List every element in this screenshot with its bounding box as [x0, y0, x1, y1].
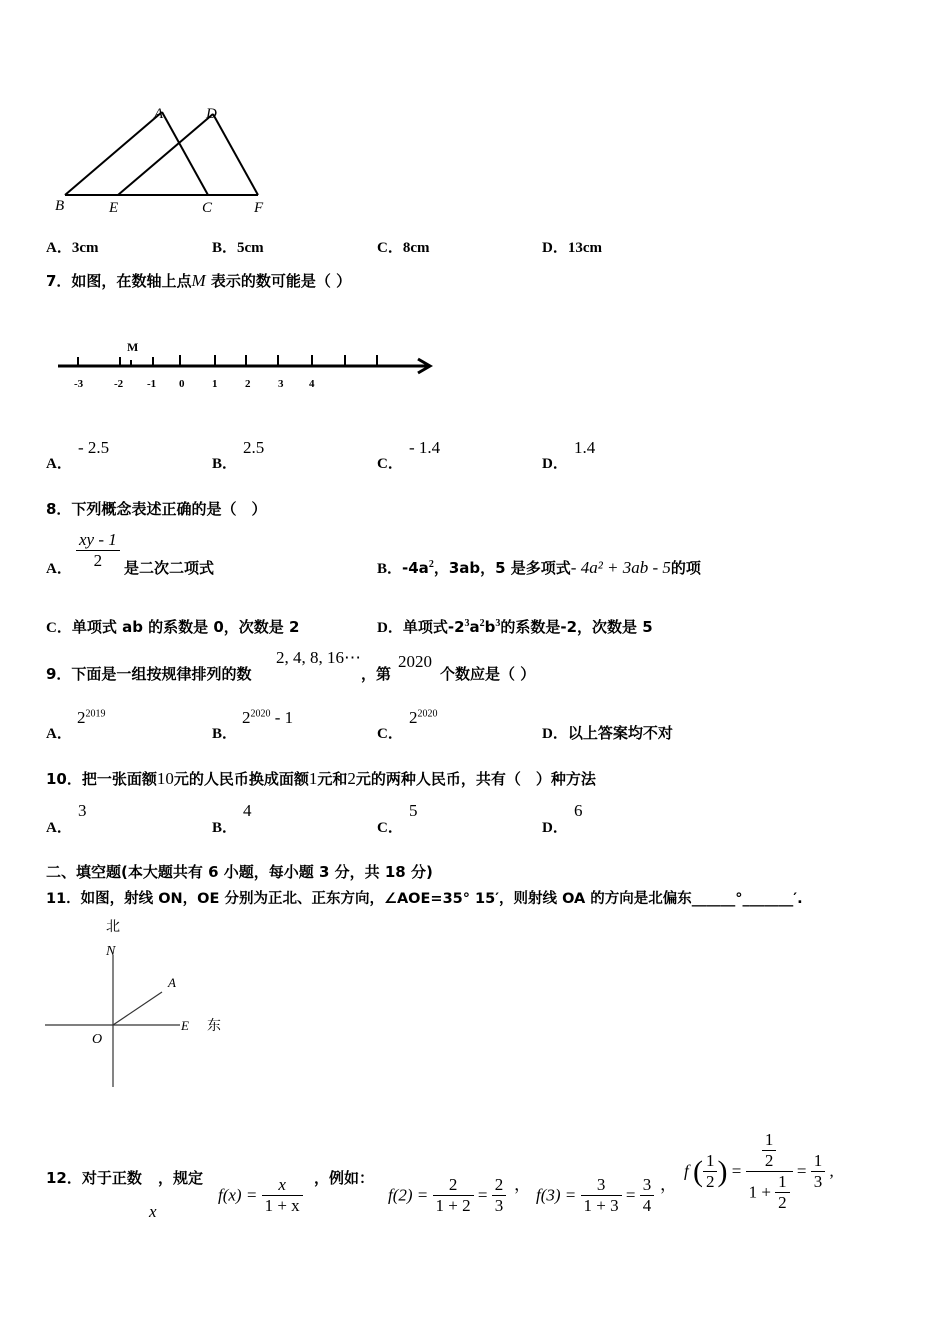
q6-option-d[interactable]: D．13cm [542, 240, 602, 256]
triangles-figure [50, 100, 280, 220]
q9-option-a-value: $2^{2019}$ [77, 708, 106, 727]
q8-option-b[interactable]: B．$-4a^2$，3ab，5 是多项式- 4a² + 3ab - 5的项 [377, 558, 701, 577]
q10-option-d-value: 6 [574, 801, 583, 820]
q9-option-c-letter[interactable]: C． [377, 726, 403, 742]
q8-option-a-fraction: $\frac{xy - 1}{2}$ [76, 530, 120, 571]
q9-n: 2020 [398, 652, 432, 671]
q7-option-b-value: 2.5 [243, 438, 265, 457]
q6-option-b[interactable]: B．5cm [212, 240, 264, 256]
label-a: A [168, 975, 176, 990]
point-m-label: M [127, 340, 139, 354]
tick-label: 2 [245, 378, 251, 390]
label-o: O [92, 1032, 103, 1047]
q9-sequence: 2, 4, 8, 16⋯ [276, 648, 361, 667]
q7-option-d-letter[interactable]: D． [542, 456, 568, 472]
q12-comma-1: ， [514, 1175, 531, 1194]
q11-stem: 11．如图，射线 ON，OE 分别为正北、正东方向，∠AOE=35° 15′，则射线 OA 的方向是北偏东______°_______′. [46, 891, 803, 907]
label-c: C [202, 200, 213, 216]
north-char: 北 [106, 920, 120, 935]
q12-example-2: f(3) = $\frac{3}{1 + 3}$ = $\frac{3}{4}$ [536, 1175, 654, 1216]
q9-option-d[interactable]: D．以上答案均不对 [542, 724, 673, 742]
q7-option-c-letter[interactable]: C． [377, 456, 403, 472]
q10-option-c-letter[interactable]: C． [377, 820, 403, 836]
q10-option-a-letter[interactable]: A． [46, 820, 72, 836]
compass-figure [40, 915, 240, 1095]
q6-option-a[interactable]: A．3cm [46, 240, 99, 256]
q9-option-c-value: $2^{2020}$ [409, 708, 438, 727]
q12-example-1: f(2) = $\frac{2}{1 + 2}$ = $\frac{2}{3}$ [388, 1175, 506, 1216]
label-e: E [109, 200, 119, 216]
q7-option-a-value: - 2.5 [78, 438, 110, 457]
tick-label: 0 [179, 378, 185, 390]
label-e: E [181, 1018, 189, 1033]
tick-label: -3 [74, 378, 84, 390]
q12-example-3: f ( $\frac{1}{2}$ ) = $\frac{1}{2}$ 1 + $\frac{1}{2}$ = $\frac{1}{3}$ , [684, 1130, 834, 1212]
label-d: D [206, 106, 217, 122]
q12-definition: f(x) = $\frac{x}{1 + x}$ [218, 1175, 303, 1216]
q12-var-x: x [149, 1202, 157, 1221]
tick-label: -2 [114, 378, 124, 390]
q9-option-b-value: $2^{2020} - 1$ [242, 708, 294, 727]
q10-option-b-value: 4 [243, 801, 252, 820]
q10-stem: 10．把一张面额10元的人民币换成面额1元和2元的两种人民币，共有（ ）种方法 [46, 769, 596, 788]
q12-stem-a: 12．对于正数 [46, 1169, 142, 1187]
tick-label: -1 [147, 378, 157, 390]
q9-stem-a: 9．下面是一组按规律排列的数 [46, 665, 252, 683]
q8-option-c[interactable]: C．单项式 ab 的系数是 0，次数是 2 [46, 618, 300, 636]
q10-option-c-value: 5 [409, 801, 418, 820]
q7-option-c-value: - 1.4 [409, 438, 441, 457]
q7-option-d-value: 1.4 [574, 438, 596, 457]
tick-label: 1 [212, 378, 218, 390]
q8-option-a[interactable]: A． [46, 561, 72, 577]
q7-option-a-letter[interactable]: A． [46, 456, 72, 472]
q12-comma-2: ， [660, 1175, 677, 1194]
q8-stem: 8．下列概念表述正确的是（ ） [46, 500, 267, 518]
q9-stem-c: 个数应是（ ） [440, 665, 536, 683]
label-f: F [254, 200, 264, 216]
tick-label: 4 [309, 378, 315, 390]
q12-stem-b: ，规定 [158, 1169, 204, 1187]
q8-option-a-text: 是二次二项式 [124, 559, 215, 577]
q9-option-a-letter[interactable]: A． [46, 726, 72, 742]
section-title: 二、填空题(本大题共有 6 小题，每小题 3 分，共 18 分) [46, 863, 433, 881]
q10-option-d-letter[interactable]: D． [542, 820, 568, 836]
tick-label: 3 [278, 378, 284, 390]
q12-sep: ，例如： [314, 1169, 375, 1187]
label-b: B [55, 198, 65, 214]
q9-stem-b: ，第 [361, 665, 392, 683]
q8-option-d[interactable]: D．单项式$-2^3a^2b^3$的系数是-2，次数是 5 [377, 618, 653, 636]
label-a: A [154, 106, 164, 122]
number-line [50, 335, 440, 395]
q7-option-b-letter[interactable]: B． [212, 456, 238, 472]
q6-option-c[interactable]: C．8cm [377, 240, 430, 256]
q9-option-b-letter[interactable]: B． [212, 726, 238, 742]
q10-option-b-letter[interactable]: B． [212, 820, 238, 836]
q10-option-a-value: 3 [78, 801, 87, 820]
east-char: 东 [207, 1019, 221, 1034]
label-n: N [106, 944, 116, 959]
q7-stem: 7．如图，在数轴上点M 表示的数可能是（ ） [46, 271, 352, 290]
